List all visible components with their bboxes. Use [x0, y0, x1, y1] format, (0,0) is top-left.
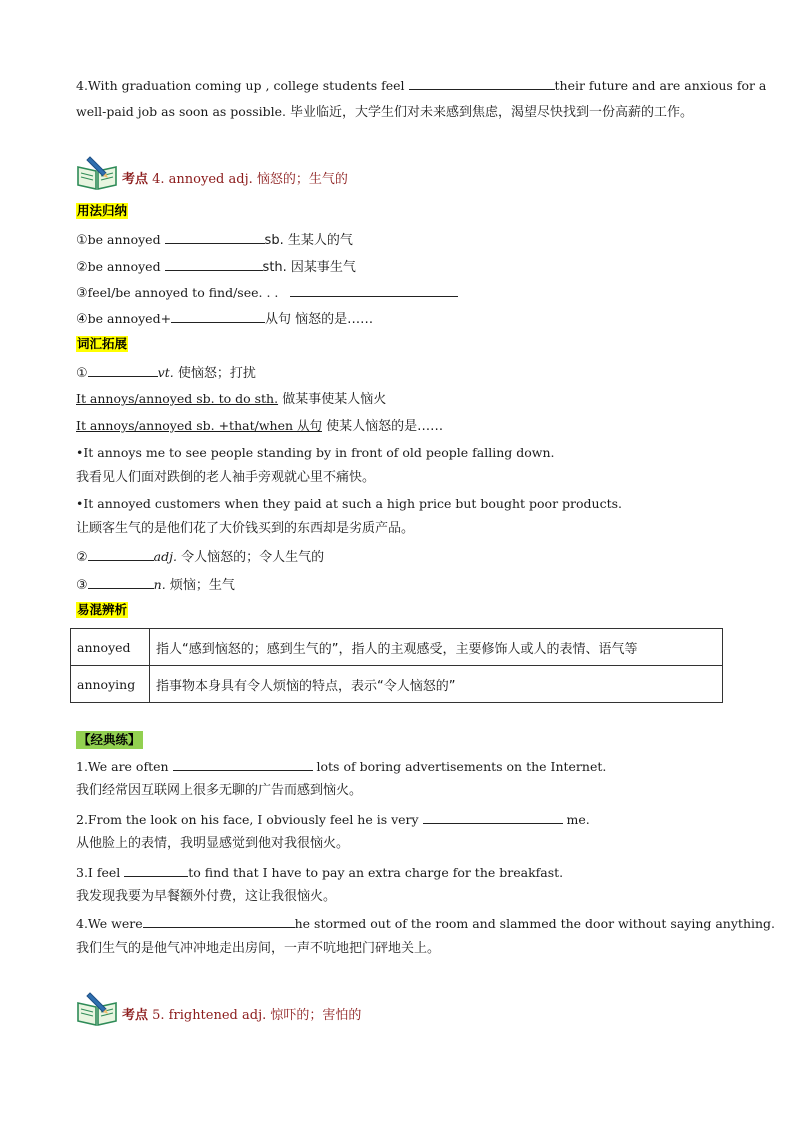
- answer-blank[interactable]: [165, 230, 265, 244]
- example-translation: 我看见人们面对跌倒的老人袖手旁观就心里不痛快。: [76, 470, 376, 485]
- practice-translation: 从他脸上的表情，我明显感觉到他对我很恼火。: [76, 836, 350, 851]
- answer-blank[interactable]: [290, 283, 458, 297]
- vocab-item: ③ n. 烦恼；生气: [76, 577, 235, 593]
- vocab-item: ① vt. 使恼怒；打扰: [76, 365, 256, 381]
- usage-item: ②be annoyed sth. 因某事生气: [76, 259, 356, 275]
- table-cell-desc: 指事物本身具有令人烦恼的特点，表示“令人恼怒的”: [150, 666, 723, 703]
- comparison-table: [70, 628, 723, 703]
- answer-blank[interactable]: [173, 757, 313, 771]
- example-sentence: •It annoys me to see people standing by in front of old people falling down.: [76, 445, 555, 460]
- answer-blank[interactable]: [171, 309, 265, 323]
- answer-blank[interactable]: [143, 914, 295, 928]
- kaodian-heading: [76, 991, 476, 1027]
- usage-item: ③feel/be annoyed to find/see. . .: [76, 283, 458, 303]
- exercise-text: well-paid job as soon as possible.: [76, 104, 290, 119]
- book-pencil-icon: [76, 991, 118, 1027]
- practice-translation: 我们经常因互联网上很多无聊的广告而感到恼火。: [76, 783, 363, 798]
- answer-blank[interactable]: [88, 547, 154, 561]
- practice-translation: 我发现我要为早餐额外付费，这让我很恼火。: [76, 889, 337, 904]
- kaodian-heading: [76, 155, 476, 191]
- table-cell-word: annoying: [71, 666, 150, 703]
- table-row: [71, 666, 723, 703]
- exercise-text: their future and are anxious for a: [554, 78, 767, 93]
- vocab-pattern: It annoys/annoyed sb. to do sth. 做某事使某人恼火: [76, 391, 387, 407]
- table-row: [71, 629, 723, 666]
- section-label-practice: 【经典练】: [78, 732, 141, 747]
- table-cell-word: annoyed: [71, 629, 150, 666]
- section-label-usage: 用法归纳: [77, 203, 128, 218]
- translation-text: 毕业临近，大学生们对未来感到焦虑，渴望尽快找到一份高薪的工作。: [290, 105, 694, 120]
- kaodian-title: 考点 5. frightened adj. 惊吓的；害怕的: [122, 1008, 362, 1023]
- answer-blank[interactable]: [423, 810, 563, 824]
- book-pencil-icon: [76, 155, 118, 191]
- vocab-item: ② adj. 令人恼怒的；令人生气的: [76, 549, 325, 565]
- section-label-vocab: 词汇拓展: [77, 336, 128, 351]
- practice-question: 4.We were he stormed out of the room and slammed the door without saying anything.: [76, 916, 776, 931]
- practice-question: 1.We are often lots of boring advertisements on the Internet.: [76, 759, 607, 774]
- section-label-confusion: 易混辨析: [77, 602, 128, 617]
- practice-question: 2.From the look on his face, I obviously feel he is very me.: [76, 812, 590, 827]
- kaodian-title: 考点 4. annoyed adj. 恼怒的；生气的: [122, 172, 348, 187]
- usage-item: ①be annoyed sb. 生某人的气: [76, 232, 353, 248]
- table-cell-desc: 指人“感到恼怒的；感到生气的”，指人的主观感受，主要修饰人或人的表情、语气等: [150, 629, 723, 666]
- example-translation: 让顾客生气的是他们花了大价钱买到的东西却是劣质产品。: [76, 521, 415, 536]
- answer-blank[interactable]: [88, 575, 154, 589]
- answer-blank[interactable]: [409, 76, 555, 90]
- answer-blank[interactable]: [165, 257, 263, 271]
- practice-translation: 我们生气的是他气冲冲地走出房间，一声不吭地把门砰地关上。: [76, 941, 441, 956]
- answer-blank[interactable]: [124, 863, 188, 877]
- example-sentence: •It annoyed customers when they paid at such a high price but bought poor products.: [76, 496, 622, 511]
- practice-question: 3.I feel to find that I have to pay an extra charge for the breakfast.: [76, 865, 564, 880]
- exercise-line: [76, 76, 766, 95]
- exercise-text: 4.With graduation coming up , college students feel: [76, 78, 409, 93]
- exercise-line: [76, 103, 693, 122]
- vocab-pattern: It annoys/annoyed sb. +that/when 从句 使某人恼怒的是……: [76, 418, 444, 434]
- usage-item: ④be annoyed+ 从句 恼怒的是……: [76, 311, 374, 327]
- answer-blank[interactable]: [88, 363, 158, 377]
